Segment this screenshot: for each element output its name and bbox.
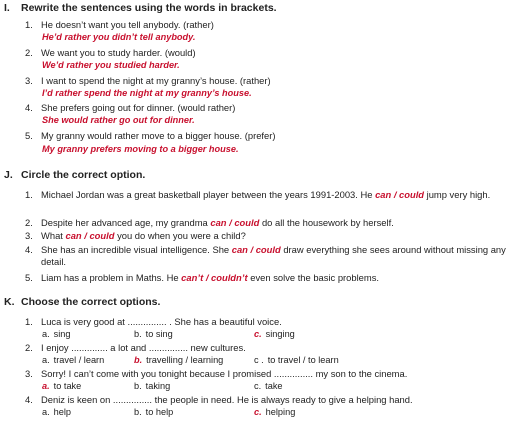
list-item	[25, 272, 506, 284]
item-number: 1.	[25, 19, 33, 30]
option-b[interactable]: b. to help	[134, 407, 174, 417]
option-pair[interactable]: can / could	[375, 189, 425, 200]
answer-text: I’d rather spend the night at my granny’s house.	[42, 88, 252, 98]
option-a[interactable]: a. travel / learn	[42, 355, 105, 365]
list-item	[25, 19, 506, 31]
section-k-title	[4, 296, 160, 308]
option-b[interactable]: b. to sing	[134, 329, 173, 339]
item-number: 1.	[25, 189, 33, 200]
section-letter: K.	[4, 296, 15, 308]
question-text: jump very high.	[424, 189, 491, 200]
section-letter: I.	[4, 2, 10, 14]
question-text: He doesn’t want you tell anybody. (rather)	[41, 19, 214, 30]
item-number: 3.	[25, 230, 33, 241]
question-text: Michael Jordan was a great basketball player between the years 1991-2003. He	[41, 189, 376, 200]
item-number: 5.	[25, 130, 33, 141]
option-pair[interactable]: can / could	[231, 244, 281, 255]
answer-text: She would rather go out for dinner.	[42, 115, 195, 125]
option-c[interactable]: c. singing	[254, 329, 295, 339]
question-text: Sorry! I can’t come with you tonight because I promised ............... my son to the cinema.	[41, 368, 408, 379]
question-text: Deniz is keen on ............... the people in need. He is always ready to give a helping hand.	[41, 394, 413, 405]
option-a[interactable]: a. help	[42, 407, 72, 417]
section-title-text: Circle the correct option.	[21, 169, 146, 181]
item-number: 4.	[25, 102, 33, 113]
question-text: Liam has a problem in Maths. He	[41, 272, 182, 283]
section-title-text: Rewrite the sentences using the words in brackets.	[21, 2, 277, 14]
section-i-title	[4, 2, 277, 14]
question-text: Luca is very good at ............... . She has a beautiful voice.	[41, 316, 282, 327]
list-item	[25, 342, 506, 354]
question-text: draw everything she sees around without missing any detail.	[41, 244, 506, 267]
list-item	[25, 244, 506, 267]
item-number: 4.	[25, 244, 33, 255]
item-number: 5.	[25, 272, 33, 283]
answer-text: We’d rather you studied harder.	[42, 60, 180, 70]
question-text: We want you to study harder. (would)	[41, 47, 196, 58]
list-item	[25, 230, 506, 242]
item-number: 3.	[25, 75, 33, 86]
item-number: 2.	[25, 47, 33, 58]
list-item	[25, 316, 506, 328]
option-pair[interactable]: can’t / couldn’t	[181, 272, 248, 283]
list-item	[25, 102, 506, 114]
option-b[interactable]: b. taking	[134, 381, 171, 391]
question-text: I enjoy .............. a lot and ............... new cultures.	[41, 342, 246, 353]
option-a[interactable]: a. sing	[42, 329, 71, 339]
option-c[interactable]: c. take	[254, 381, 283, 391]
question-text: She prefers going out for dinner. (would rather)	[41, 102, 236, 113]
section-j-title	[4, 169, 145, 181]
answer-text: He’d rather you didn’t tell anybody.	[42, 32, 196, 42]
option-c[interactable]: c . to travel / to learn	[254, 355, 339, 365]
item-number: 1.	[25, 316, 33, 327]
question-text: do all the housework by herself.	[259, 217, 394, 228]
option-a[interactable]: a. to take	[42, 381, 82, 391]
list-item	[25, 217, 506, 229]
question-text: you do when you were a child?	[114, 230, 246, 241]
item-number: 2.	[25, 217, 33, 228]
option-c[interactable]: c. helping	[254, 407, 296, 417]
item-number: 4.	[25, 394, 33, 405]
question-text: My granny would rather move to a bigger house. (prefer)	[41, 130, 276, 141]
list-item	[25, 368, 506, 380]
question-text: What	[41, 230, 66, 241]
question-text: I want to spend the night at my granny’s house. (rather)	[41, 75, 271, 86]
list-item	[25, 189, 506, 201]
option-pair[interactable]: can / could	[210, 217, 260, 228]
list-item	[25, 47, 506, 59]
answer-text: My granny prefers moving to a bigger house.	[42, 144, 239, 154]
question-text: She has an incredible visual intelligence. She	[41, 244, 232, 255]
question-text: even solve the basic problems.	[247, 272, 379, 283]
list-item	[25, 75, 506, 87]
item-number: 3.	[25, 368, 33, 379]
list-item	[25, 394, 506, 406]
item-number: 2.	[25, 342, 33, 353]
option-b[interactable]: b. travelling / learning	[134, 355, 224, 365]
section-letter: J.	[4, 169, 13, 181]
question-text: Despite her advanced age, my grandma	[41, 217, 211, 228]
option-pair[interactable]: can / could	[65, 230, 115, 241]
list-item	[25, 130, 506, 142]
section-title-text: Choose the correct options.	[21, 296, 161, 308]
